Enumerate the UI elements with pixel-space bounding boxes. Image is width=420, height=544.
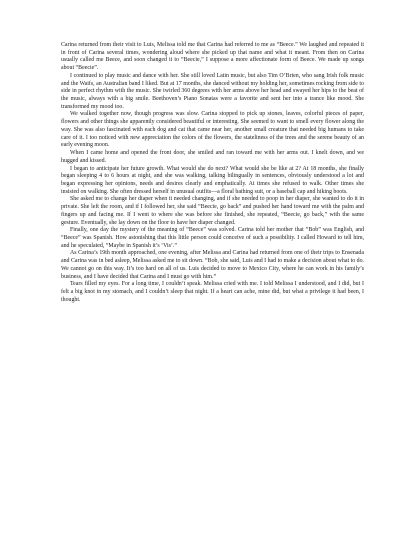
paragraph-8: As Carina’s 19th month approached, one evening, after Melissa and Carina had returned from one of their trips to Ensenada and Carina was in bed asleep, Melissa asked me to sit down. “Bob, she said, Luis and I had to make a decision about what to do. We cannot go on this way. It’s too hard on all of us. Luis decided to move to Mexico City, where he can work in his family’s business, and I have decided that Carina and I must go with him.” (61, 250, 364, 280)
paragraph-2: I continued to play music and dance with her. She still loved Latin music, but also Tim O’Brien, who sang Irish folk music and the Waifs, an Australian band I liked. But at 17 months, she danced without my holding her, sometimes rocking from side to side in perfect rhythm with the music. She twirled 360 degrees with her arms above her head and swayed her hips to the beat of the music, always with a big smile. Beethoven’s Piano Sonatas were a favorite and sent her into a trance like mood. She transformed my mood too. (61, 72, 364, 110)
paragraph-1: Carina returned from their visit to Luis, Melissa told me that Carina had referred to me as “Beece.” We laughed and repeated it in front of Carina several times, wondering aloud where she picked up that name and what it meant. From then on Carina usually called me Beece, and soon changed it to “Beecie,” I suppose a more affectionate form of Beece. We made up songs about “Beecie”. (61, 42, 364, 72)
paragraph-9: Tears filled my eyes. For a long time, I couldn’t speak. Melissa cried with me. I told Melissa I understood, and I did, but I felt a big knot in my stomach, and I couldn’t sleep that night. If a heart can ache, mine did, but what a privilege it had been, I thought. (61, 281, 364, 303)
paragraph-6: She asked me to change her diaper when it needed changing, and if she needed to poop in her diaper, she wanted to do it in private. She left the room, and if I followed her, she said “Beecie, go back” and pushed her hand toward me with the palm and fingers up and facing me. If I went to where she was before she finished, she repeated, “Beecie, go back,” with the same gesture. Eventually, she lay down on the floor to have her diaper changed. (61, 196, 364, 226)
paragraph-4: When I came home and opened the front door, she smiled and ran toward me with her arms out. I knelt down, and we hugged and kissed. (61, 150, 364, 164)
paragraph-3: We walked together now, though progress was slow. Carina stopped to pick up stones, leaves, colorful pieces of paper, flowers and other things she apparently considered beautiful or interesting. She seemed to want to smell every flower along the way. She was also fascinated with each dog and cat that came near her, another small creature that needed big humans to take care of it. I too noticed with new appreciation the colors of the flowers, the stateliness of the trees and the serene beauty of an early evening moon. (61, 111, 364, 149)
paragraph-7: Finally, one day the mystery of the meaning of “Beece” was solved. Carina told her mother that “Bob” was English, and “Beece” was Spanish. How astonishing that this little person could conceive of such a possibility. I called Howard to tell him, and he speculated, “Maybe in Spanish it’s ‘Vis’.” (61, 227, 364, 249)
paragraph-5: I began to anticipate her future growth. What would she do next? What would she be like at 2? At 18 months, she finally began sleeping 4 to 6 hours at night, and she was walking, talking bilingually in sentences, obviously understood a lot and began expressing her opinions, needs and desires clearly and emphatically. At times she refused to walk. Other times she insisted on walking. She often dressed herself in unusual outfits—a floral bathing suit, or a baseball cap and hiking boots. (61, 165, 364, 195)
